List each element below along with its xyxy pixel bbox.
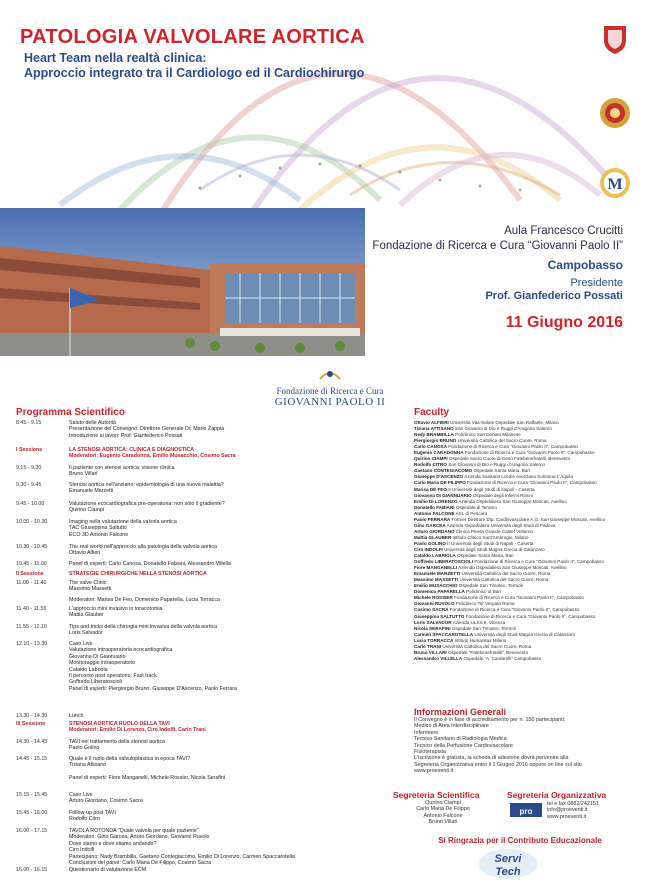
schedule-text: The real world nell'approccio alla patologia della valvola aortica Ottavio Alfieri <box>69 544 217 557</box>
schedule-time: 10.45 - 11.00 <box>16 561 47 567</box>
faculty-name: Giuseppe D'ASCENZO <box>414 474 464 480</box>
schedule-time: 14.45 - 15.15 <box>16 756 48 762</box>
program-title: Programma Scientifico <box>16 407 125 418</box>
schedule-time: 9.30 - 9.45 <box>16 482 42 488</box>
schedule-text: Tips and tricks della chirurgia mini invasiva della valvola aortica Loris Salvador <box>69 624 218 637</box>
faculty-affiliation: San Giovanni di Dio e Ruggi d'Aragona Salerno <box>453 426 552 432</box>
faculty-affiliation: Istituto Humanitas Milano <box>453 637 507 643</box>
faculty-affiliation: Fondazione di Ricerca e Cura “Giovanni Paolo II”, Campobasso <box>464 613 596 619</box>
faculty-affiliation: Azienda Ospedaliera San Giuseppe Moscati, Avellino <box>457 565 567 571</box>
schedule-text: Lunch <box>69 713 84 719</box>
faculty-affiliation: Ospedale di Teramo <box>454 504 497 510</box>
svg-text:Tech: Tech <box>495 866 521 878</box>
foundation-emblem-icon <box>318 367 342 381</box>
schedule-time: 11.55 - 12.10 <box>16 624 47 630</box>
schedule-text: Questionario di valutazione ECM <box>69 867 147 873</box>
faculty-name: Paolo GOLINO <box>414 540 446 546</box>
subtitle-line-1: Heart Team nella realtà clinica: <box>24 51 207 65</box>
faculty-name: Tiziana ATTISANO <box>414 426 454 432</box>
faculty-affiliation: Istituto Clinico Sant'Ambrogio, Milano <box>451 534 529 540</box>
faculty-name: Lucia TORRACCA <box>414 637 454 643</box>
schedule-time: I Sessione <box>16 447 43 453</box>
schedule-text: Valutazione ecocardiografica pre-operatoria: non solo il gradiente? Quirino Ciampi <box>69 501 225 514</box>
faculty-name: Emilio DI LORENZO <box>414 498 458 504</box>
faculty-name: Giuseppina SALTUTTO <box>414 613 465 619</box>
faculty-name: Massimo MASSETTI <box>414 577 459 583</box>
faculty-affiliation: Fondazione di Ricerca e Cura “Giovanni Paolo II”, Campobasso <box>448 607 580 613</box>
faculty-affiliation: Ospedale San Timoteo, Termoli <box>450 625 516 631</box>
svg-text:pro: pro <box>519 807 533 816</box>
faculty-name: Quirino CIAMPI <box>414 456 448 462</box>
faculty-member <box>414 656 639 662</box>
faculty-affiliation: Ospedale San Timoteo, Termoli <box>457 583 523 589</box>
schedule-text: Saluto delle Autorità Presentazione del Convegno: Direttore Generale Dr. Mario Zappia Introduzione ai lavori: Prof. Gianfederico Possati <box>69 420 225 439</box>
faculty-name: Eugenio CARADONNA <box>414 450 464 456</box>
faculty-affiliation: Università Cattolica del Sacro Cuore, Roma <box>458 577 549 583</box>
faculty-affiliation: Policlinico San Donato Milanese <box>453 432 521 438</box>
schedule-text: TAVOLA ROTONDA “Quale valvola per quale paziente” Moderatori: Gino Garcea, Arturo Giordano, Giovanni Ruvolo Dove siamo e dove stiamo andando? Ciro Indolfi Partecipano: Nady Brambilla, Gaetano Contegiacomo, Emilio Di Lorenzo, Carmen Spaccarotella Conclusioni del panel: Carlo Maria De Filippo, Cosimo Sacra <box>69 828 295 867</box>
faculty-name: Gino GARCEA <box>414 522 446 528</box>
faculty-affiliation: Fondazione di Ricerca e Cura “Giovanni Paolo II”, Campobasso <box>446 444 578 450</box>
faculty-affiliation: Ospedale degli Infermi Rimini <box>471 492 533 498</box>
foundation-logo <box>250 367 410 407</box>
event-date: 11 Giugno 2016 <box>505 314 623 331</box>
faculty-affiliation: Università Vita-Salute Ospedale San Raffaele, Milano <box>448 420 559 425</box>
faculty-affiliation: Fondazione di Ricerca e Cura “Giovanni Paolo II”, Campobasso <box>463 450 595 456</box>
svg-text:Servi: Servi <box>494 853 522 865</box>
schedule-text: Imaging nella valutazione della valvola aortica TAC Giuseppina Saltutto ECO 3D Antonio Falcone <box>69 519 177 538</box>
faculty-name: Paolo FERRARA <box>414 516 451 522</box>
faculty-affiliation: Clinica Pineta Grande Castel Volturno <box>454 528 533 534</box>
schedule-time: 15.15 - 15.45 <box>16 792 48 798</box>
faculty-name: Nicola SERAFINI <box>414 625 451 631</box>
faculty-affiliation: Ospedale “A. Cardarelli” Campobasso <box>462 655 542 661</box>
faculty-affiliation: II Università degli Studi di Napoli - Caserta <box>446 486 535 492</box>
faculty-affiliation: Azienda ULSS 6, Vicenza <box>451 619 506 625</box>
subtitle-line-2: Approccio integrato tra il Cardiologo ed il Cardiochirurgo <box>24 66 365 80</box>
faculty-name: Emanuele MARZETTI <box>414 571 461 577</box>
faculty-affiliation: Fondazione di Ricerca e Cura “Giovanni Paolo II”, Campobasso <box>452 595 584 601</box>
schedule-time: 13.30 - 14.30 <box>16 713 48 719</box>
faculty-affiliation: Policlinico Tor Vergata Roma <box>454 601 515 607</box>
faculty-name: Giovanni RUVOLO <box>414 601 455 607</box>
faculty-affiliation: Ospedale Sacro Cuore di Gesù Fatebenefratelli, Benevento <box>447 456 571 462</box>
faculty-affiliation: Fondazione di Ricerca e Cura “Giovanni Paolo II”, Campobasso <box>465 480 597 486</box>
venue-institution: Fondazione di Ricerca e Cura “Giovanni Paolo II” <box>372 240 623 252</box>
schedule-time: 11.00 - 11.40 <box>16 580 47 586</box>
faculty-name: Antonio FALCONE <box>414 510 455 516</box>
schedule-text: STRATEGIE CHIRURGICHE NELLA STENOSI AORTICA <box>69 571 207 577</box>
schedule-time: 16.00 - 16.15 <box>16 867 48 873</box>
faculty-name: Rodolfo CITRO <box>414 462 447 468</box>
faculty-affiliation: San Giovanni di Dio e Ruggi d'Aragona Salerno <box>446 462 546 468</box>
faculty-name: Piergiorgio BRUNO <box>414 438 457 444</box>
schedule-text: TAVI nel trattamento della stenosi aortica Paolo Golino <box>69 739 166 752</box>
scientific-secretariat-title: Segreteria Scientifica <box>393 790 480 800</box>
faculty-name: Mattia GLAUBER <box>414 534 452 540</box>
servitech-logo-icon <box>478 848 538 880</box>
schedule-text: Quale è il ruolo della valvuloplastica in epoca TAVI? Tiziana Attisano <box>69 756 191 769</box>
faculty-affiliation: Università Cattolica del Sacro Cuore, Roma <box>456 438 547 444</box>
faculty-name: Carlo CANOSA <box>414 444 447 450</box>
schedule-time: 9.15 - 9.30 <box>16 465 42 471</box>
faculty-affiliation: Università Cattolica del Sacro Cuore, Roma <box>460 571 551 577</box>
faculty-affiliation: Ospedale Santa Maria, Bari <box>455 553 514 559</box>
faculty-affiliation: Former Direttore Dip. Cardiovascolare A.O. San Giuseppe Moscati, Avellino <box>450 516 606 522</box>
hospital-photo <box>0 208 365 356</box>
university-crest-icon <box>598 166 632 200</box>
faculty-affiliation: Policlinico di Bari <box>464 589 501 595</box>
schedule-time: 11.40 - 11.55 <box>16 606 47 612</box>
faculty-affiliation: Azienda Ospedaliera Università degli Studi di Padova <box>445 522 556 528</box>
organizing-secretariat-title: Segreteria Organizzativa <box>507 790 607 800</box>
schedule-text: Il paziente con stenosi aortica: visione clinica Bruno Villari <box>69 465 175 478</box>
faculty-name: Loris SALVADOR <box>414 619 452 625</box>
schedule-time: II Sessione <box>16 571 44 577</box>
faculty-name: Ottavio ALFIERI <box>414 420 449 425</box>
schedule-time: 10.00 - 10.30 <box>16 519 48 525</box>
faculty-affiliation: Azienda Sanitaria Locale Avezzano Sulmona L'Aquila <box>463 474 573 480</box>
info-text: Il Convegno è in fase di accreditamento per n. 150 partecipanti: Medico di Area Interdisciplinare Infermiere Tecnico Sanitario di Radiologia Medica Tecnico della Perfusione Cardiovascolare Fisioterapista L'iscrizione è gratuita, la scheda di adesione dovrà pervenire alla Segreteria Organizzativa entro il 1 Giugno 2016 oppure on line sul sito www.proeventi.it <box>414 717 582 775</box>
proeventi-logo-icon <box>509 801 543 819</box>
faculty-name: Gaetano CONTEGIACOMO <box>414 468 473 474</box>
faculty-list <box>414 420 639 662</box>
faculty-name: Michele ROSSIER <box>414 595 453 601</box>
schedule-time: 10.30 - 10.45 <box>16 544 48 550</box>
faculty-affiliation: Azienda Ospedaliera San Giuseppe Moscati, Avellino <box>457 498 567 504</box>
schedule-time: 14.30 - 14.45 <box>16 739 48 745</box>
president-label: Presidente <box>570 277 623 289</box>
faculty-title: Faculty <box>414 407 450 418</box>
faculty-name: Domenico PAPARELLA <box>414 589 465 595</box>
faculty-affiliation: ASL di Pescara <box>454 510 488 516</box>
organizing-secretariat-contacts: tel e fax 0882/242151 info@proeventi.it www.proeventi.it <box>547 801 599 820</box>
faculty-name: Carlo Maria DE FILIPPO <box>414 480 466 486</box>
schedule-text: STENOSI AORTICA RUOLO DELLA TAVI Moderatori: Emilio Di Lorenzo, Ciro Indolfi, Carlo Trani <box>69 721 206 734</box>
faculty-name: Donatello FABIANI <box>414 504 455 510</box>
faculty-name: Giovanna DI GIANNUARIO <box>414 492 472 498</box>
faculty-affiliation: Università degli Studi Magna Grecia di Catanzaro <box>442 546 545 552</box>
faculty-affiliation: Ospedale “Fatebenefratelli”, Benevento <box>446 649 529 655</box>
svg-text:M: M <box>607 176 623 193</box>
region-crest-icon <box>598 22 632 56</box>
faculty-name: Goffredo LIBERATOSCIOLI <box>414 559 474 565</box>
schedule-text: Caso Live Arturo Giordano, Cosimo Sacra <box>69 792 143 805</box>
faculty-name: Carlo TRANI <box>414 643 442 649</box>
schedule-time: 9.45 - 10.00 <box>16 501 45 507</box>
schedule-text: Moderatori: Marisa De Feo, Domenico Paparella, Lucia Torracca <box>69 597 220 603</box>
faculty-name: Cosimo SACRA <box>414 607 449 613</box>
faculty-name: Emilio MUSACCHIO <box>414 583 458 589</box>
schedule-time: 16.00 - 17.15 <box>16 828 48 834</box>
faculty-name: Ciro INDOLFI <box>414 546 443 552</box>
faculty-name: Arturo GIORDANO <box>414 528 455 534</box>
venue-hall: Aula Francesco Crucitti <box>504 225 623 237</box>
foundation-name-line2: GIOVANNI PAOLO II <box>274 396 386 408</box>
faculty-name: Bruno VILLARI <box>414 649 447 655</box>
faculty-name: Cataldo LABRIOLA <box>414 553 456 559</box>
schedule-text: Panel di esperti: Fiore Manganelli, Michele Rossier, Nicola Serafini <box>69 775 226 781</box>
schedule-time: 15.45 - 16.00 <box>16 810 48 816</box>
faculty-affiliation: Ospedale Santa Maria, Bari <box>472 468 530 474</box>
schedule-text: Stenosi aortica nell'anziano: epidemiologia di una nuova malattia? Emanuele Marzetti <box>69 482 224 495</box>
schedule-time: 12.10 - 13.30 <box>16 641 48 647</box>
page-title: PATOLOGIA VALVOLARE AORTICA <box>20 26 365 48</box>
schedule-time: III Sessione <box>16 721 46 727</box>
faculty-name: Marisa DE FEO <box>414 486 447 492</box>
schedule-text: LA STENOSI AORTICA: CLINICA E DIAGNOSTICA Moderatori: Eugenio Caradonna, Emilio Musacchio, Cosimo Sacra <box>69 447 236 460</box>
foundation-name-line1: Fondazione di Ricerca e Cura <box>276 386 384 396</box>
faculty-name: Fiore MANGANELLI <box>414 565 458 571</box>
faculty-affiliation: Università degli Studi Magna Grecia di Catanzaro <box>473 631 576 637</box>
sponsor-thanks: Si Ringrazia per il Contributo Educazionale <box>438 836 602 845</box>
schedule-text: The valve Clinic Massimo Massetti <box>69 580 112 593</box>
faculty-affiliation: II Università degli Studi di Napoli - Caserta <box>445 540 534 546</box>
schedule-text: Panel di esperti: Carlo Canosa, Donatello Fabiani, Alessandro Villella <box>69 561 231 567</box>
venue-city: Campobasso <box>547 258 623 272</box>
faculty-affiliation: Università Cattolica del Sacro Cuore, Roma <box>441 643 532 649</box>
faculty-affiliation: Fondazione di Ricerca e Cura “Giovanni Paolo II”, Campobasso <box>473 559 605 565</box>
seal-icon <box>598 96 632 130</box>
schedule-text: Caso Live Valutazione intraoperatoria ecocardiografica Giovanna Di Giannuario Monitoraggio intraoperatorio Cataldo Labriola Il percorso post operatorio: Fast track Goffredo Liberatoscioli Panel di esperti: Piergiorgio Bruno, Giuseppe D'Ascenzo, Paolo Ferrara <box>69 641 237 692</box>
schedule-text: Follow-up post TAVI Rodolfo Citro <box>69 810 116 823</box>
scientific-secretariat-names: Quirino Ciampi Carlo Maria De Filippo Antonio Falcone Bruno Villari <box>416 800 470 826</box>
faculty-name: Carmen SPACCAROTELLA <box>414 631 474 637</box>
faculty-name: Alessandro VILLELLA <box>414 655 463 661</box>
president-name: Prof. Gianfederico Possati <box>485 290 623 302</box>
schedule-text: L'approccio mini invasivo in toracotomia Mattia Glauber <box>69 606 163 619</box>
schedule-time: 8.45 - 9.15 <box>16 420 42 426</box>
faculty-name: Nedy BRAMBILLA <box>414 432 454 438</box>
info-title: Informazioni Generali <box>414 707 507 717</box>
